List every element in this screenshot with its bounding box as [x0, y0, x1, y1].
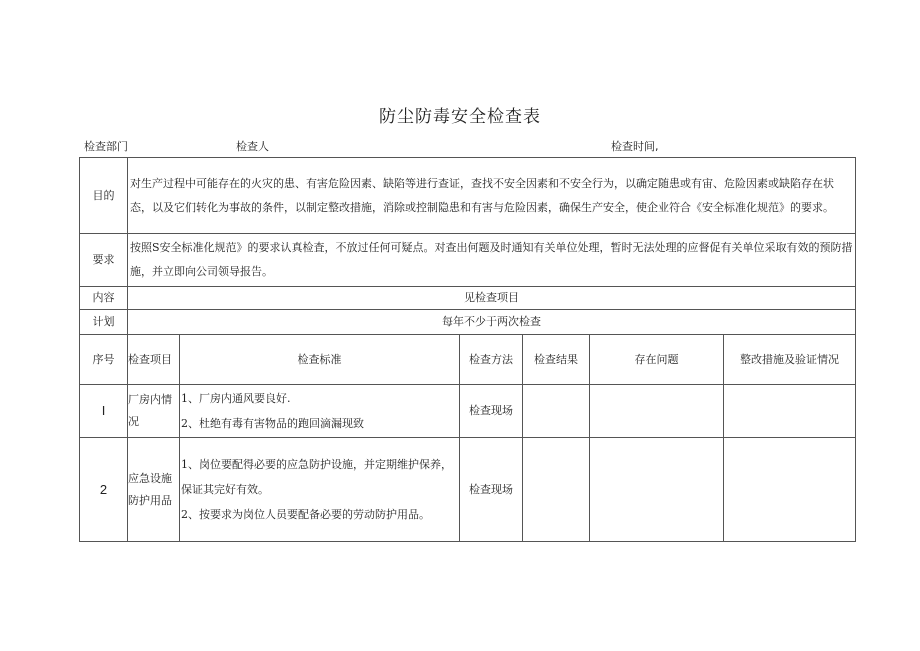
requirement-label: 要求 — [80, 234, 128, 287]
plan-row — [80, 310, 856, 335]
inspector-label: 检查人 — [236, 140, 269, 153]
purpose-row — [80, 158, 856, 234]
row-result — [523, 385, 590, 438]
col-header-index: 序号 — [80, 335, 128, 385]
purpose-label: 目的 — [80, 158, 128, 234]
col-header-issue: 存在问题 — [590, 335, 724, 385]
col-header-rectify: 整改措施及验证情况 — [724, 335, 856, 385]
purpose-text: 对生产过程中可能存在的火灾的患、有害危险因素、缺陷等进行查证，查找不安全因素和不安全行为，以确定随患或有宙、危险因素或缺陷存在状态，以及它们转化为事故的条件，以制定整改措施，消除或控制隐患和有害与危险因素，确保生产安全，使企业符合《安全标准化规范》的要求。 — [128, 158, 856, 234]
row-item: 应急设施防护用品 — [128, 438, 180, 542]
department-label: 检查部门 — [84, 140, 128, 153]
row-issue — [590, 385, 724, 438]
standard-line: 2、杜绝有毒有害物品的跑回滴漏现致 — [181, 417, 364, 430]
content-row — [80, 287, 856, 310]
content-label: 内容 — [80, 287, 128, 310]
row-result — [523, 438, 590, 542]
row-method: 检查现场 — [460, 438, 523, 542]
requirement-text: 按照S安全标准化规范》的要求认真检査，不放过任何可疑点。对查出何题及时通知有关单位处理，暂时无法处理的应督促有关单位采取有效的预防措施，并立即向公司领导报告。 — [128, 234, 856, 287]
page-title: 防尘防毒安全检查表 — [379, 107, 541, 127]
row-issue — [590, 438, 724, 542]
inspection-table — [79, 157, 856, 542]
col-header-standard: 检查标准 — [180, 335, 460, 385]
table-row — [80, 385, 856, 438]
requirement-row — [80, 234, 856, 287]
row-standards — [180, 438, 460, 542]
col-header-item: 检查项目 — [128, 335, 180, 385]
row-standards — [180, 385, 460, 438]
row-rectify — [724, 385, 856, 438]
table-row — [80, 438, 856, 542]
col-header-method: 检查方法 — [460, 335, 523, 385]
row-method: 检查现场 — [460, 385, 523, 438]
row-item: 厂房内情况 — [128, 385, 180, 438]
plan-value: 每年不少于两次检查 — [128, 310, 856, 335]
header-row — [80, 335, 856, 385]
standard-line: 1、厂房内通风要良好. — [181, 392, 291, 405]
standard-line: 2、按要求为岗位人员要配备必要的劳动防护用品。 — [181, 508, 430, 521]
standard-line: 1、岗位要配得必要的应急防护设施，并定期维护保养，保证其完好有效。 — [181, 458, 452, 496]
row-index: 2 — [80, 438, 128, 542]
content-value: 见检查项目 — [128, 287, 856, 310]
row-index: I — [80, 385, 128, 438]
plan-label: 计划 — [80, 310, 128, 335]
inspection-time-label: 检查时间, — [611, 140, 659, 153]
row-rectify — [724, 438, 856, 542]
col-header-result: 检查结果 — [523, 335, 590, 385]
